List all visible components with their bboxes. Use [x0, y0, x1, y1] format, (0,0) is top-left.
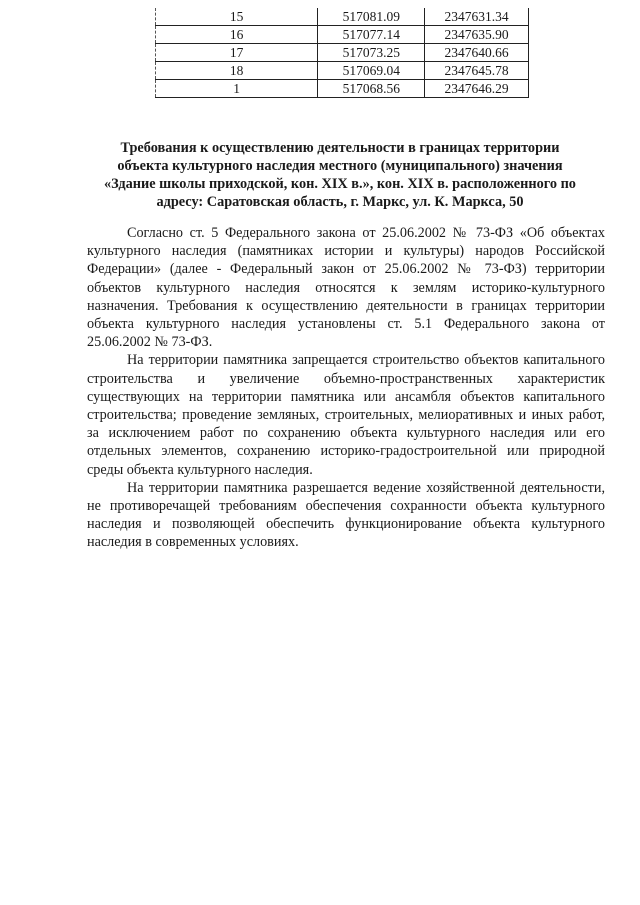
table-row — [156, 8, 529, 26]
x-coordinate: 517077.14 — [318, 26, 425, 44]
x-coordinate: 517069.04 — [318, 62, 425, 80]
x-coordinate: 517081.09 — [318, 8, 425, 26]
point-number: 16 — [156, 26, 318, 44]
y-coordinate: 2347640.66 — [425, 44, 529, 62]
point-number: 17 — [156, 44, 318, 62]
y-coordinate: 2347645.78 — [425, 62, 529, 80]
heading-line: Требования к осуществлению деятельности в границах территории — [120, 140, 560, 156]
y-coordinate: 2347646.29 — [425, 80, 529, 98]
paragraph-permissions: На территории памятника разрешается ведение хозяйственной деятельности, не противоречащей требованиям обеспечения сохранности объекта культурного наследия и позволяющей обеспечить функционирование объекта культурного наследия в современных условиях. — [87, 479, 605, 551]
body-text — [87, 224, 605, 552]
paragraph-federal-law: Согласно ст. 5 Федерального закона от 25.06.2002 № 73-ФЗ «Об объектах культурного наследия (памятниках истории и культуры) народов Российской Федерации» (далее - Федеральный закон от 25.06.2002 № 73-ФЗ) территории объектов культурного наследия относятся к землям историко-культурного назначения. Требования к осуществлению деятельности в границах территории объекта культурного наследия установлены ст. 5.1 Федерального закона от 25.06.2002 № 73-ФЗ. — [87, 225, 605, 351]
table-row — [156, 26, 529, 44]
heading-line: «Здание школы приходской, кон. XIX в.», кон. XIX в. расположенного по — [104, 176, 576, 192]
table-row — [156, 62, 529, 80]
y-coordinate: 2347635.90 — [425, 26, 529, 44]
x-coordinate: 517073.25 — [318, 44, 425, 62]
point-number: 1 — [156, 80, 318, 98]
coordinates-table — [155, 8, 529, 98]
point-number: 18 — [156, 62, 318, 80]
y-coordinate: 2347631.34 — [425, 8, 529, 26]
heading-line: объекта культурного наследия местного (муниципального) значения — [117, 158, 563, 174]
section-heading — [80, 139, 600, 211]
table-row — [156, 44, 529, 62]
x-coordinate: 517068.56 — [318, 80, 425, 98]
table-row — [156, 80, 529, 98]
point-number: 15 — [156, 8, 318, 26]
paragraph-prohibitions: На территории памятника запрещается строительство объектов капитального строительства и увеличение объемно-пространственных характеристик существующих на территории памятника или ансамбля объектов капитального строительства; проведение земляных, строительных, мелиоративных и иных работ, за исключением работ по сохранению объекта культурного наследия или его отдельных элементов, сохранению историко-градостроительной или природной среды объекта культурного наследия. — [87, 352, 605, 478]
heading-line: адресу: Саратовская область, г. Маркс, ул. К. Маркса, 50 — [156, 194, 524, 210]
